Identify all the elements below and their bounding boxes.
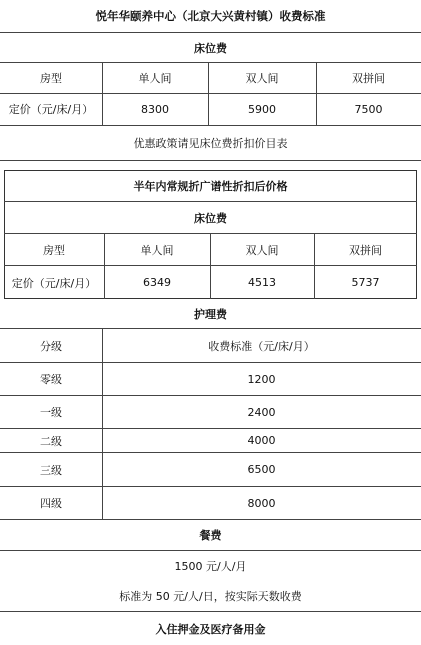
discount-shared-room-header: 双拼间 — [349, 243, 382, 257]
page-title: 悦年华颐养中心（北京大兴黄村镇）收费标准 — [95, 9, 326, 23]
meal-fee-price: 1500 元/人/月 — [174, 560, 247, 573]
discount-room-type-header: 房型 — [43, 243, 65, 257]
discount-bed-fee-header: 床位费 — [194, 211, 227, 225]
care-price-1: 2400 — [247, 405, 276, 419]
bed-fee-header: 床位费 — [194, 41, 227, 55]
discount-double-room-price: 4513 — [248, 276, 276, 289]
discount-shared-room-price: 5737 — [351, 276, 380, 289]
price-row-label: 定价（元/床/月） — [8, 103, 94, 116]
room-type-header: 房型 — [40, 72, 62, 85]
meal-fee-note: 标准为 50 元/人/日，按实际天数收费 — [119, 590, 302, 603]
meal-fee-header: 餐费 — [199, 529, 222, 542]
shared-room-price: 7500 — [354, 102, 383, 116]
care-level-header: 分级 — [40, 339, 62, 353]
single-room-price: 8300 — [141, 102, 169, 116]
care-level-2: 二级 — [40, 434, 62, 448]
deposit-header: 入住押金及医疗备用金 — [155, 622, 266, 636]
shared-room-header: 双拼间 — [352, 72, 385, 85]
discount-price-row-label: 定价（元/床/月） — [11, 276, 97, 290]
discount-note: 优惠政策请见床位费折扣价目表 — [133, 137, 288, 150]
care-level-4: 四级 — [40, 497, 62, 510]
discount-double-room-header: 双人间 — [245, 243, 279, 257]
double-room-header: 双人间 — [245, 72, 279, 85]
double-room-price: 5900 — [248, 102, 276, 116]
care-price-4: 8000 — [247, 496, 276, 510]
discount-single-room-price: 6349 — [143, 276, 171, 289]
single-room-header: 单人间 — [138, 72, 172, 85]
care-price-2: 4000 — [247, 434, 276, 447]
care-level-3: 三级 — [40, 463, 62, 477]
discount-single-room-header: 单人间 — [140, 243, 174, 257]
care-level-1: 一级 — [40, 406, 62, 419]
care-fee-header: 护理费 — [194, 308, 227, 321]
care-level-0: 零级 — [40, 373, 62, 386]
care-price-3: 6500 — [247, 463, 276, 476]
care-price-header: 收费标准（元/床/月） — [208, 339, 315, 353]
care-price-0: 1200 — [247, 372, 276, 386]
discount-table-title: 半年内常规折广谱性折扣后价格 — [133, 179, 288, 193]
